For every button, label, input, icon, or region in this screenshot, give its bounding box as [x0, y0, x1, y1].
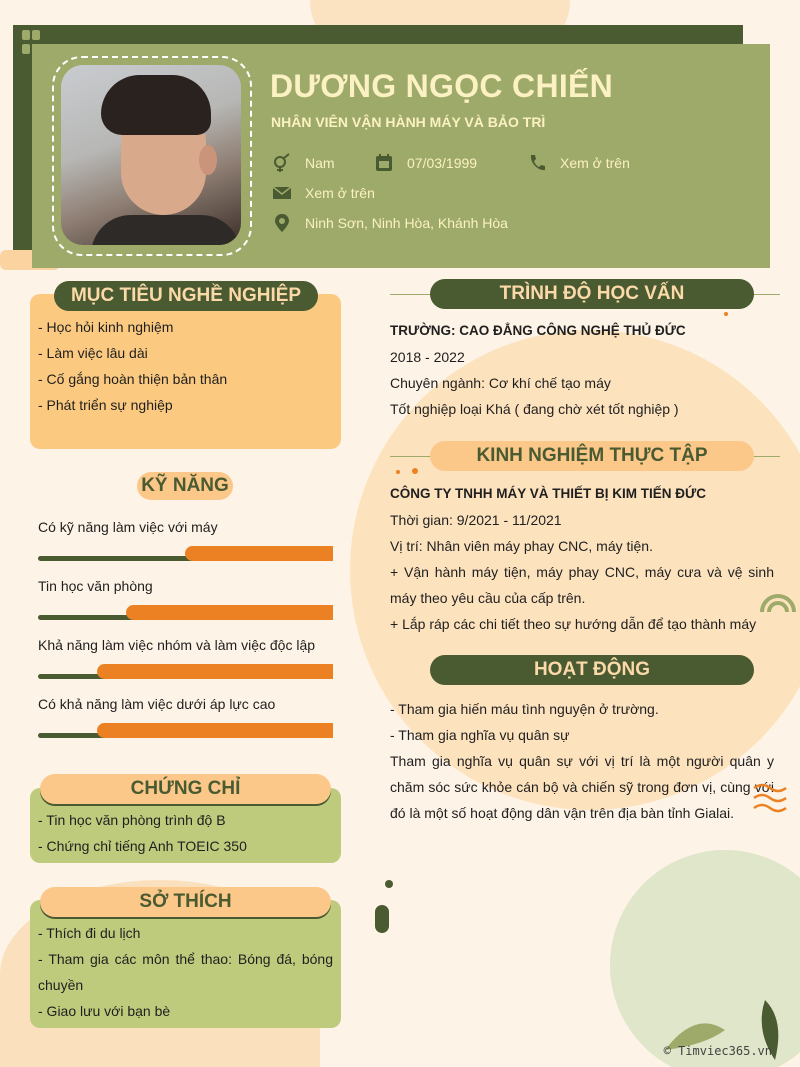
- list-item: - Tham gia các môn thể thao: Bóng đá, bóng chuyền: [38, 951, 333, 993]
- footer-copyright: © Timviec365.vn: [663, 1044, 772, 1058]
- skill-label: Tin học văn phòng: [38, 578, 153, 594]
- objective-list: [38, 314, 227, 418]
- skill-bar-fill: [185, 546, 333, 561]
- education-period: 2018 - 2022: [390, 349, 465, 365]
- candidate-name: DƯƠNG NGỌC CHIẾN: [270, 68, 614, 104]
- hobbies-list: [38, 920, 333, 1024]
- objective-heading: MỤC TIÊU NGHỀ NGHIỆP: [54, 281, 318, 311]
- internship-heading: KINH NGHIỆM THỰC TẬP: [430, 441, 754, 471]
- hobbies-heading: SỞ THÍCH: [40, 887, 331, 917]
- gender-row: [271, 152, 335, 174]
- internship-duty: + Lắp ráp các chi tiết theo sự hướng dẫn để tạo thành máy: [390, 616, 757, 632]
- bg-dot: [396, 470, 400, 474]
- list-item: - Phát triển sự nghiệp: [38, 397, 173, 413]
- email-row: [271, 182, 375, 204]
- company-name: CÔNG TY TNHH MÁY VÀ THIẾT BỊ KIM TIẾN ĐỨC: [390, 486, 706, 501]
- bg-dot: [412, 468, 418, 474]
- skill-label: Khả năng làm việc nhóm và làm việc độc lập: [38, 637, 316, 653]
- arch-decoration-icon: [760, 584, 796, 614]
- location-pin-icon: [271, 212, 293, 234]
- internship-content: [390, 481, 774, 637]
- list-item: - Tin học văn phòng trình độ B: [38, 812, 226, 828]
- bg-dot: [724, 312, 728, 316]
- birthdate-row: [373, 152, 477, 174]
- phone-row: [526, 152, 630, 174]
- phone-value: Xem ở trên: [560, 155, 630, 171]
- avatar: [61, 65, 241, 245]
- address-value: Ninh Sơn, Ninh Hòa, Khánh Hòa: [305, 215, 508, 231]
- skill-label: Có khả năng làm việc dưới áp lực cao: [38, 696, 276, 712]
- job-title: NHÂN VIÊN VẬN HÀNH MÁY VÀ BẢO TRÌ: [271, 114, 546, 130]
- phone-icon: [526, 152, 548, 174]
- activity-item: Tham gia nghĩa vụ quân sự với vị trí là một người quân y chăm sóc sức khỏe cán bộ và chiến sỹ trong đơn vị, cùng với đó là một số hoạt động dân vận trên địa bàn tỉnh Gialai.: [390, 753, 774, 821]
- education-content: [390, 318, 686, 422]
- wave-decoration-icon: [752, 782, 788, 816]
- address-row: [271, 212, 508, 234]
- list-item: - Thích đi du lịch: [38, 925, 141, 941]
- bg-blob: [385, 880, 393, 888]
- leaf-decoration-icon: [22, 30, 62, 70]
- list-item: - Làm việc lâu dài: [38, 345, 148, 361]
- bg-blob: [375, 905, 389, 933]
- internship-duty: + Vận hành máy tiện, máy phay CNC, máy cưa và vệ sinh máy theo yêu cầu của cấp trên.: [390, 564, 774, 606]
- skill-bar-fill: [126, 605, 333, 620]
- birthdate-value: 07/03/1999: [407, 155, 478, 171]
- skill-label: Có kỹ năng làm việc với máy: [38, 519, 218, 535]
- education-heading: TRÌNH ĐỘ HỌC VẤN: [430, 279, 754, 309]
- education-result: Tốt nghiệp loại Khá ( đang chờ xét tốt nghiệp ): [390, 401, 679, 417]
- list-item: - Giao lưu với bạn bè: [38, 1003, 171, 1019]
- certificates-list: [38, 807, 247, 859]
- gender-icon: [271, 152, 293, 174]
- gender-value: Nam: [305, 155, 335, 171]
- certificates-heading: CHỨNG CHỈ: [40, 774, 331, 804]
- email-value: Xem ở trên: [305, 185, 375, 201]
- mail-icon: [271, 182, 293, 204]
- list-item: - Cố gắng hoàn thiện bản thân: [38, 371, 228, 387]
- activities-heading: HOẠT ĐỘNG: [430, 655, 754, 685]
- skills-heading: KỸ NĂNG: [137, 472, 233, 500]
- education-major: Chuyên ngành: Cơ khí chế tạo máy: [390, 375, 611, 391]
- skill-bar-fill: [97, 723, 333, 738]
- internship-position: Vị trí: Nhân viên máy phay CNC, máy tiện.: [390, 538, 653, 554]
- activities-content: [390, 696, 774, 826]
- activity-item: - Tham gia nghĩa vụ quân sự: [390, 727, 570, 743]
- internship-time: Thời gian: 9/2021 - 11/2021: [390, 512, 562, 528]
- school-name: TRƯỜNG: CAO ĐẲNG CÔNG NGHỆ THỦ ĐỨC: [390, 323, 686, 338]
- skill-bar-fill: [97, 664, 333, 679]
- list-item: - Học hỏi kinh nghiệm: [38, 319, 174, 335]
- calendar-icon: [373, 152, 395, 174]
- activity-item: - Tham gia hiến máu tình nguyện ở trường.: [390, 701, 659, 717]
- list-item: - Chứng chỉ tiếng Anh TOEIC 350: [38, 838, 247, 854]
